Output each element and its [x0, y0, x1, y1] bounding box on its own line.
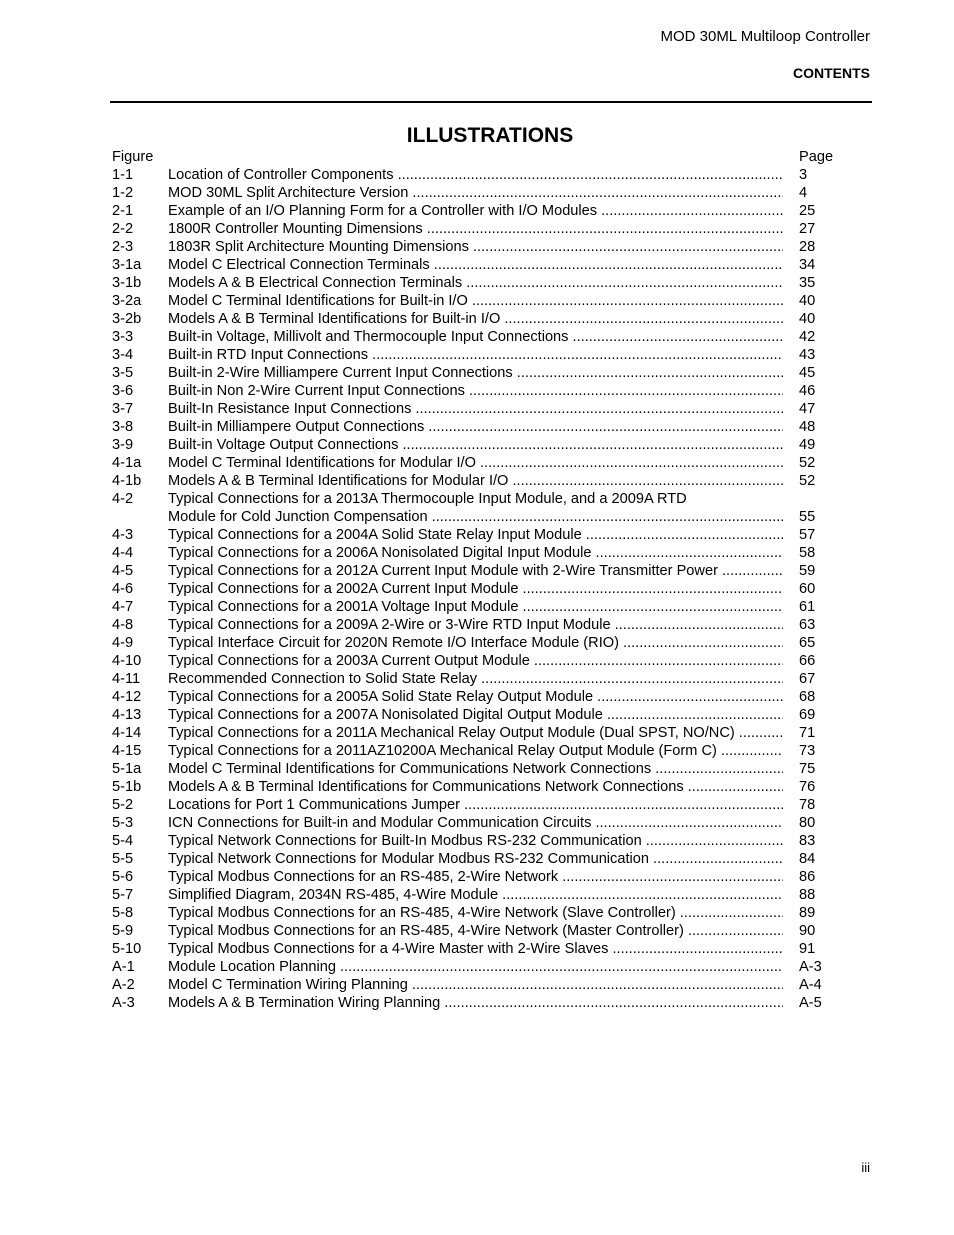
figure-title: 1803R Split Architecture Mounting Dimensions ..... [168, 238, 783, 256]
figure-title: Typical Network Connections for Built-In Modbus RS-232 Communication ..... [168, 832, 783, 850]
list-item [112, 562, 840, 580]
figure-title: Models A & B Terminal Identifications for Communications Network Connections ..... [168, 778, 783, 796]
page-ref: 45 [799, 365, 816, 381]
figure-title: Module for Cold Junction Compensation ..... [168, 508, 783, 526]
page-ref: 67 [799, 671, 816, 687]
figure-title: Example of an I/O Planning Form for a Controller with I/O Modules ..... [168, 202, 783, 220]
page-ref: A-3 [799, 959, 822, 975]
figure-title: Typical Modbus Connections for an RS-485, 2-Wire Network ..... [168, 868, 783, 886]
figure-number: 4-5 [112, 563, 134, 579]
list-item [112, 688, 840, 706]
list-item [112, 220, 840, 238]
figure-title: Locations for Port 1 Communications Jumper ..... [168, 796, 783, 814]
list-item [112, 310, 840, 328]
page-ref: 55 [799, 509, 816, 525]
list-item [112, 346, 840, 364]
page-ref: 57 [799, 527, 816, 543]
page-ref: 89 [799, 905, 816, 921]
figure-number: 1-1 [112, 167, 134, 183]
page-ref: 66 [799, 653, 816, 669]
figure-number: 3-3 [112, 329, 134, 345]
list-item [112, 760, 840, 778]
figure-title: Module Location Planning ..... [168, 958, 783, 976]
figure-number: 3-8 [112, 419, 134, 435]
list-item [112, 166, 840, 184]
list-item [112, 778, 840, 796]
figure-number: 3-6 [112, 383, 134, 399]
list-item [112, 580, 840, 598]
list-item [112, 886, 840, 904]
figure-number: 4-11 [112, 671, 141, 687]
list-item [112, 544, 840, 562]
page-ref: 42 [799, 329, 816, 345]
list-item [112, 706, 840, 724]
figure-number: 3-2a [112, 293, 142, 309]
figure-number: 5-3 [112, 815, 134, 831]
figure-title: Typical Connections for a 2001A Voltage Input Module ..... [168, 598, 783, 616]
page-ref: 63 [799, 617, 816, 633]
figure-title: Typical Network Connections for Modular Modbus RS-232 Communication ..... [168, 850, 783, 868]
page-ref: A-4 [799, 977, 822, 993]
figure-title: Models A & B Electrical Connection Terminals ..... [168, 274, 783, 292]
page-ref: 35 [799, 275, 816, 291]
figure-title: Typical Connections for a 2003A Current Output Module ..... [168, 652, 783, 670]
figure-number: 2-3 [112, 239, 134, 255]
list-item [112, 904, 840, 922]
page-ref: A-5 [799, 995, 822, 1011]
document-title: MOD 30ML Multiloop Controller [660, 28, 870, 45]
list-item [112, 508, 840, 526]
list-item [112, 274, 840, 292]
figure-column-header: Figure [112, 149, 154, 165]
figure-number: 3-1a [112, 257, 142, 273]
figure-number: 4-9 [112, 635, 134, 651]
page-ref: 48 [799, 419, 816, 435]
figure-title: Simplified Diagram, 2034N RS-485, 4-Wire Module ..... [168, 886, 783, 904]
page-ref: 76 [799, 779, 816, 795]
page-ref: 65 [799, 635, 816, 651]
figure-number: 4-4 [112, 545, 134, 561]
list-item [112, 472, 840, 490]
list-item [112, 382, 840, 400]
page-ref: 86 [799, 869, 816, 885]
list-item [112, 598, 840, 616]
figure-number: 4-1a [112, 455, 142, 471]
list-item [112, 526, 840, 544]
list-item [112, 742, 840, 760]
figure-number: A-1 [112, 959, 135, 975]
page-ref: 80 [799, 815, 816, 831]
figure-number: 3-4 [112, 347, 134, 363]
figure-title: Recommended Connection to Solid State Relay ..... [168, 670, 783, 688]
figure-title: Model C Termination Wiring Planning ..... [168, 976, 783, 994]
list-item [112, 796, 840, 814]
figure-number: 4-13 [112, 707, 142, 723]
list-item [112, 814, 840, 832]
figure-title: Typical Connections for a 2009A 2-Wire or 3-Wire RTD Input Module ..... [168, 616, 783, 634]
page-ref: 28 [799, 239, 816, 255]
list-item [112, 652, 840, 670]
page-ref: 3 [799, 167, 808, 183]
list-item [112, 976, 840, 994]
figure-title: ICN Connections for Built-in and Modular Communication Circuits ..... [168, 814, 783, 832]
figure-number: 4-6 [112, 581, 134, 597]
figure-title: Models A & B Termination Wiring Planning ..... [168, 994, 783, 1012]
page-ref: 60 [799, 581, 816, 597]
page-ref: 52 [799, 473, 816, 489]
page-ref: 4 [799, 185, 808, 201]
page-ref: 68 [799, 689, 816, 705]
page-ref: 61 [799, 599, 816, 615]
page-ref: 83 [799, 833, 816, 849]
page-ref: 91 [799, 941, 816, 957]
figure-title: 1800R Controller Mounting Dimensions ..... [168, 220, 783, 238]
page-heading: ILLUSTRATIONS [406, 124, 574, 147]
figure-number: 5-4 [112, 833, 134, 849]
list-item [112, 202, 840, 220]
figure-number: 3-9 [112, 437, 134, 453]
figure-number: 2-2 [112, 221, 134, 237]
figure-number: 5-7 [112, 887, 134, 903]
list-item [112, 490, 840, 508]
figure-number: 4-14 [112, 725, 142, 741]
page-ref: 27 [799, 221, 816, 237]
list-item [112, 364, 840, 382]
list-item [112, 850, 840, 868]
page-ref: 69 [799, 707, 816, 723]
figure-number: 5-10 [112, 941, 142, 957]
figure-title: MOD 30ML Split Architecture Version ..... [168, 184, 783, 202]
figure-number: 4-2 [112, 491, 134, 507]
page-ref: 58 [799, 545, 816, 561]
figure-number: 3-7 [112, 401, 134, 417]
list-item [112, 616, 840, 634]
list-item [112, 670, 840, 688]
figure-number: 4-3 [112, 527, 134, 543]
page-ref: 25 [799, 203, 816, 219]
list-item [112, 922, 840, 940]
figure-number: 4-1b [112, 473, 142, 489]
figure-title: Typical Connections for a 2013A Thermocouple Input Module, and a 2009A RTD [168, 491, 687, 507]
list-item [112, 724, 840, 742]
figure-number: 5-6 [112, 869, 134, 885]
figure-title: Built-in Voltage Output Connections ..... [168, 436, 783, 454]
page-ref: 34 [799, 257, 816, 273]
figure-title: Typical Modbus Connections for a 4-Wire Master with 2-Wire Slaves ..... [168, 940, 783, 958]
column-headers [112, 148, 840, 166]
figure-number: 5-1a [112, 761, 142, 777]
figure-number: A-3 [112, 995, 135, 1011]
list-item [112, 832, 840, 850]
figure-title: Location of Controller Components ..... [168, 166, 783, 184]
figure-title: Typical Connections for a 2011A Mechanical Relay Output Module (Dual SPST, NO/NC) ..... [168, 724, 783, 742]
page-ref: 49 [799, 437, 816, 453]
list-item [112, 238, 840, 256]
figure-title: Built-in Voltage, Millivolt and Thermocouple Input Connections ..... [168, 328, 783, 346]
figure-title: Built-in RTD Input Connections ..... [168, 346, 783, 364]
figure-title: Typical Connections for a 2005A Solid State Relay Output Module ..... [168, 688, 783, 706]
list-item [112, 184, 840, 202]
list-item [112, 868, 840, 886]
figure-number: 5-9 [112, 923, 134, 939]
page-ref: 71 [799, 725, 816, 741]
figure-title: Model C Electrical Connection Terminals ..... [168, 256, 783, 274]
figure-title: Model C Terminal Identifications for Built-in I/O ..... [168, 292, 783, 310]
figure-number: A-2 [112, 977, 135, 993]
figure-number: 4-8 [112, 617, 134, 633]
figure-number: 3-2b [112, 311, 142, 327]
list-item [112, 256, 840, 274]
figure-title: Models A & B Terminal Identifications for Modular I/O ..... [168, 472, 783, 490]
figure-title: Model C Terminal Identifications for Modular I/O ..... [168, 454, 783, 472]
figure-number: 3-1b [112, 275, 142, 291]
page-ref: 59 [799, 563, 816, 579]
page-ref: 40 [799, 311, 816, 327]
figure-number: 4-10 [112, 653, 142, 669]
figure-number: 3-5 [112, 365, 134, 381]
list-item [112, 328, 840, 346]
page-number: iii [861, 1160, 870, 1175]
page-ref: 47 [799, 401, 816, 417]
figure-title: Typical Connections for a 2012A Current Input Module with 2-Wire Transmitter Power ..... [168, 562, 783, 580]
list-item [112, 958, 840, 976]
figure-title: Typical Modbus Connections for an RS-485, 4-Wire Network (Master Controller) ..... [168, 922, 783, 940]
figure-title: Models A & B Terminal Identifications for Built-in I/O ..... [168, 310, 783, 328]
list-item [112, 292, 840, 310]
page-ref: 75 [799, 761, 816, 777]
figure-number: 4-12 [112, 689, 142, 705]
page-ref: 43 [799, 347, 816, 363]
list-item [112, 940, 840, 958]
figure-number: 4-7 [112, 599, 134, 615]
figure-title: Built-in Milliampere Output Connections ..... [168, 418, 783, 436]
figure-title: Typical Connections for a 2002A Current Input Module ..... [168, 580, 783, 598]
figure-title: Typical Interface Circuit for 2020N Remote I/O Interface Module (RIO) ..... [168, 634, 783, 652]
figure-title: Typical Connections for a 2004A Solid State Relay Input Module ..... [168, 526, 783, 544]
page-ref: 88 [799, 887, 816, 903]
figure-title: Built-in 2-Wire Milliampere Current Input Connections ..... [168, 364, 783, 382]
page-ref: 73 [799, 743, 816, 759]
figure-number: 5-1b [112, 779, 142, 795]
list-item [112, 994, 840, 1012]
entries [112, 166, 840, 1012]
figure-title: Typical Connections for a 2011AZ10200A Mechanical Relay Output Module (Form C) ..... [168, 742, 783, 760]
figure-number: 1-2 [112, 185, 134, 201]
list-item [112, 436, 840, 454]
figure-title: Model C Terminal Identifications for Communications Network Connections ..... [168, 760, 783, 778]
list-item [112, 400, 840, 418]
figure-title: Typical Modbus Connections for an RS-485, 4-Wire Network (Slave Controller) ..... [168, 904, 783, 922]
figure-number: 5-8 [112, 905, 134, 921]
figure-title: Built-In Resistance Input Connections ..... [168, 400, 783, 418]
section-label: CONTENTS [793, 65, 870, 81]
list-item [112, 418, 840, 436]
figure-title: Typical Connections for a 2007A Nonisolated Digital Output Module ..... [168, 706, 783, 724]
page-ref: 52 [799, 455, 816, 471]
list-item [112, 454, 840, 472]
page-ref: 40 [799, 293, 816, 309]
illustrations-list [112, 148, 840, 1012]
figure-number: 2-1 [112, 203, 134, 219]
header-rule [110, 101, 872, 103]
page-ref: 90 [799, 923, 816, 939]
page-column-header: Page [799, 149, 834, 165]
page-ref: 46 [799, 383, 816, 399]
list-item [112, 634, 840, 652]
figure-number: 5-2 [112, 797, 134, 813]
page-ref: 84 [799, 851, 816, 867]
figure-title: Built-in Non 2-Wire Current Input Connections ..... [168, 382, 783, 400]
page-ref: 78 [799, 797, 816, 813]
figure-title: Typical Connections for a 2006A Nonisolated Digital Input Module ..... [168, 544, 783, 562]
figure-number: 4-15 [112, 743, 142, 759]
figure-number: 5-5 [112, 851, 134, 867]
